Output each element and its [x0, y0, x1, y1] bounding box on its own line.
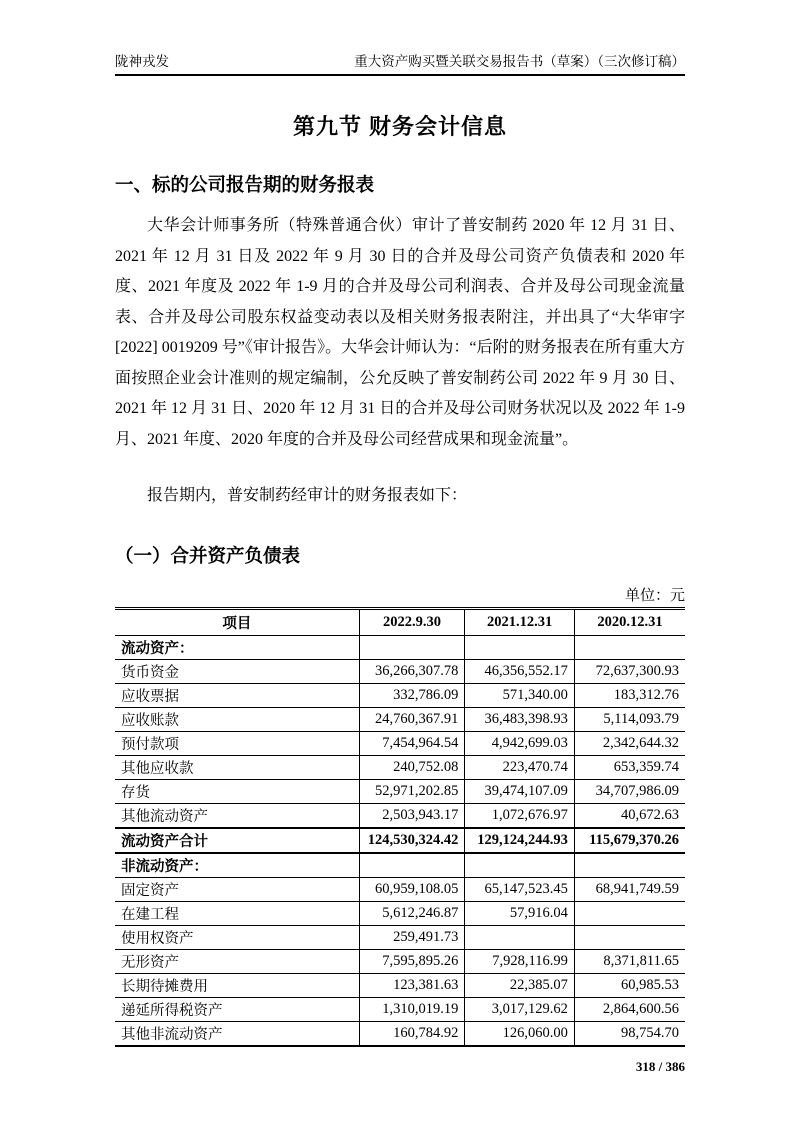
table-header-row — [115, 608, 685, 635]
column-header-date: 2021.12.31 — [465, 608, 575, 635]
row-value — [574, 635, 685, 659]
row-value: 7,595,895.26 — [359, 949, 465, 973]
row-value — [574, 901, 685, 925]
page-title: 第九节 财务会计信息 — [292, 114, 508, 139]
table-row — [115, 925, 685, 949]
table-row — [115, 659, 685, 683]
table-row — [115, 973, 685, 997]
row-label: 固定资产 — [115, 877, 359, 901]
row-value — [359, 853, 465, 878]
row-value — [574, 925, 685, 949]
table-row — [115, 779, 685, 803]
row-value — [574, 853, 685, 878]
section-heading: 一、标的公司报告期的财务报表 — [115, 174, 375, 195]
row-value: 7,454,964.54 — [359, 731, 465, 755]
row-label: 使用权资产 — [115, 925, 359, 949]
row-label: 在建工程 — [115, 901, 359, 925]
row-value: 571,340.00 — [465, 683, 575, 707]
row-value: 123,381.63 — [359, 973, 465, 997]
row-value: 8,371,811.65 — [574, 949, 685, 973]
audit-paragraph: 大华会计师事务所（特殊普通合伙）审计了普安制药 2020 年 12 月 31 日、2021 年 12 月 31 日及 2022 年 9 月 30 日的合并及母公司资产负债表和 2020 年度、2021 年度及 2022 年 1-9 月的合并及母公司利润表、合并及母公司现金流量表、合并及母公司股东权益变动表以及相关财务报表附注，并出具了“大华审字[2022] 0019209 号”《审计报告》。大华会计师认为：“后附的财务报表在所有重大方面按照企业会计准则的规定编制，公允反映了普安制药公司 2022 年 9 月 30 日、2021 年 12 月 31 日、2020 年 12 月 31 日的合并及母公司财务状况以及 2022 年 1-9 月、2021 年度、2020 年度的合并及母公司经营成果和现金流量”。 — [115, 217, 685, 448]
row-value: 4,942,699.03 — [465, 731, 575, 755]
row-value — [359, 635, 465, 659]
row-value: 2,342,644.32 — [574, 731, 685, 755]
table-row — [115, 828, 685, 853]
row-label: 递延所得税资产 — [115, 997, 359, 1021]
row-value: 240,752.08 — [359, 755, 465, 779]
row-value: 124,530,324.42 — [359, 828, 465, 853]
page-header-company: 陇神戎发 — [115, 54, 169, 69]
row-label: 应收账款 — [115, 707, 359, 731]
row-value: 60,959,108.05 — [359, 877, 465, 901]
row-value — [465, 925, 575, 949]
row-label: 其他流动资产 — [115, 803, 359, 828]
row-label: 无形资产 — [115, 949, 359, 973]
row-label: 流动资产： — [115, 635, 359, 659]
row-value: 653,359.74 — [574, 755, 685, 779]
row-value: 129,124,244.93 — [465, 828, 575, 853]
row-label: 流动资产合计 — [115, 828, 359, 853]
row-value: 36,483,398.93 — [465, 707, 575, 731]
row-value: 72,637,300.93 — [574, 659, 685, 683]
table-row — [115, 803, 685, 828]
report-period-paragraph: 报告期内，普安制药经审计的财务报表如下： — [147, 487, 468, 504]
page-header — [115, 50, 685, 76]
row-value: 57,916.04 — [465, 901, 575, 925]
row-value: 3,017,129.62 — [465, 997, 575, 1021]
row-value: 34,707,986.09 — [574, 779, 685, 803]
row-value — [465, 635, 575, 659]
row-label: 货币资金 — [115, 659, 359, 683]
balance-sheet-table — [115, 607, 685, 1047]
table-row — [115, 683, 685, 707]
row-value: 259,491.73 — [359, 925, 465, 949]
unit-label: 单位：元 — [624, 587, 685, 604]
row-value: 183,312.76 — [574, 683, 685, 707]
row-value: 5,114,093.79 — [574, 707, 685, 731]
table-row — [115, 901, 685, 925]
table-row — [115, 997, 685, 1021]
page-number: 318 / 386 — [635, 1058, 685, 1074]
row-value: 36,266,307.78 — [359, 659, 465, 683]
row-value: 98,754.70 — [574, 1021, 685, 1046]
row-label: 应收票据 — [115, 683, 359, 707]
table-row — [115, 1021, 685, 1046]
row-value: 2,503,943.17 — [359, 803, 465, 828]
row-value: 7,928,116.99 — [465, 949, 575, 973]
row-value: 65,147,523.45 — [465, 877, 575, 901]
row-value: 46,356,552.17 — [465, 659, 575, 683]
balance-sheet-table-header — [115, 608, 685, 635]
row-label: 其他应收款 — [115, 755, 359, 779]
row-value: 52,971,202.85 — [359, 779, 465, 803]
row-value: 22,385.07 — [465, 973, 575, 997]
row-label: 预付款项 — [115, 731, 359, 755]
table-row — [115, 949, 685, 973]
row-value: 115,679,370.26 — [574, 828, 685, 853]
row-value: 1,310,019.19 — [359, 997, 465, 1021]
column-header-item: 项目 — [115, 608, 359, 635]
row-label: 其他非流动资产 — [121, 1026, 223, 1043]
row-value: 1,072,676.97 — [465, 803, 575, 828]
table-row — [115, 707, 685, 731]
row-value: 60,985.53 — [574, 973, 685, 997]
row-label: 非流动资产： — [115, 853, 359, 878]
row-value: 68,941,749.59 — [574, 877, 685, 901]
column-header-date: 2022.9.30 — [359, 608, 465, 635]
table-row — [115, 731, 685, 755]
page-header-report-title: 重大资产购买暨关联交易报告书（草案）（三次修订稿） — [354, 54, 685, 69]
row-label: 存货 — [115, 779, 359, 803]
row-label: 长期待摊费用 — [115, 973, 359, 997]
column-header-date: 2020.12.31 — [574, 608, 685, 635]
row-value: 24,760,367.91 — [359, 707, 465, 731]
row-value: 40,672.63 — [574, 803, 685, 828]
subsection-heading: （一）合并资产负债表 — [115, 544, 301, 566]
row-value: 223,470.74 — [465, 755, 575, 779]
row-value: 160,784.92 — [359, 1021, 465, 1046]
row-value: 332,786.09 — [359, 683, 465, 707]
table-row — [115, 635, 685, 659]
row-value: 39,474,107.09 — [465, 779, 575, 803]
table-row — [115, 877, 685, 901]
row-value: 5,612,246.87 — [359, 901, 465, 925]
row-value — [465, 853, 575, 878]
table-row — [115, 853, 685, 878]
row-value: 2,864,600.56 — [574, 997, 685, 1021]
table-row — [115, 755, 685, 779]
row-value: 126,060.00 — [465, 1021, 575, 1046]
balance-sheet-table-body — [115, 635, 685, 1046]
